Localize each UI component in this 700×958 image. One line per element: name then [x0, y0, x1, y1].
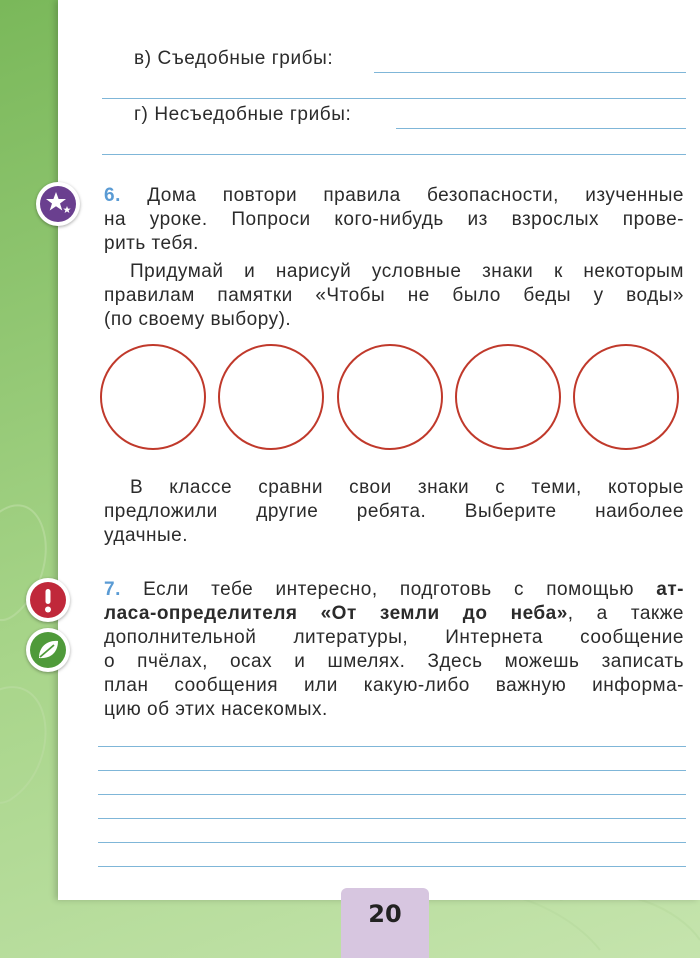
task-7-text: , а также — [567, 603, 684, 624]
item-g-answer-line-2[interactable] — [102, 154, 686, 155]
drawing-circle-4[interactable] — [455, 344, 561, 450]
task-7-line: дополнительной литературы, Интернета сообщение — [104, 627, 684, 648]
writing-line[interactable] — [98, 770, 686, 771]
task-6-paragraph-3 — [104, 476, 684, 548]
task-7-number: 7. — [104, 579, 121, 600]
task-6-line: рить тебя. — [104, 233, 199, 254]
drawing-circle-5[interactable] — [573, 344, 679, 450]
task-6-line: на уроке. Попроси кого-нибудь из взрослых прове- — [104, 209, 684, 230]
task-7-line: план сообщения или какую-либо важную информа- — [104, 675, 684, 696]
workbook-page — [58, 0, 700, 900]
exclamation-badge-icon — [26, 578, 70, 622]
task-6-line: правилам памятки «Чтобы не было беды у воды» — [104, 285, 684, 306]
writing-line[interactable] — [98, 842, 686, 843]
leaf-badge-icon — [26, 628, 70, 672]
task-6-line: (по своему выбору). — [104, 309, 292, 330]
writing-line[interactable] — [98, 866, 686, 867]
task-6-line: В классе сравни свои знаки с теми, которые — [130, 477, 684, 498]
item-g-label: г) Несъедобные грибы: — [134, 104, 352, 125]
writing-line[interactable] — [98, 746, 686, 747]
task-7-bold-text: ласа-определителя «От земли до неба» — [104, 603, 568, 624]
page-number-tab — [341, 888, 429, 958]
star-badge-icon — [36, 182, 80, 226]
task-6-line: удачные. — [104, 525, 188, 546]
task-6-number: 6. — [104, 185, 121, 206]
task-7-text: Если тебе интересно, подготовь с помощью — [143, 579, 657, 600]
item-v-answer-line[interactable] — [374, 72, 686, 73]
drawing-circle-2[interactable] — [218, 344, 324, 450]
writing-line[interactable] — [98, 794, 686, 795]
drawing-circle-3[interactable] — [337, 344, 443, 450]
task-6-paragraph-2 — [104, 260, 684, 332]
item-g-answer-line[interactable] — [396, 128, 686, 129]
task-6-line: Дома повтори правила безопасности, изученные — [147, 185, 684, 206]
page-number: 20 — [368, 900, 402, 928]
item-v-answer-line-2[interactable] — [102, 98, 686, 99]
writing-line[interactable] — [98, 818, 686, 819]
item-v-label: в) Съедобные грибы: — [134, 48, 334, 69]
task-6-line: Придумай и нарисуй условные знаки к некоторым — [130, 261, 684, 282]
drawing-circle-1[interactable] — [100, 344, 206, 450]
task-7-bold-text: ат- — [656, 579, 684, 600]
task-6-line: предложили другие ребята. Выберите наиболее — [104, 501, 684, 522]
task-7-line: цию об этих насекомых. — [104, 699, 328, 720]
task-7-paragraph — [104, 578, 684, 722]
task-6-paragraph-1 — [104, 184, 684, 256]
task-7-line: о пчёлах, осах и шмелях. Здесь можешь записать — [104, 651, 684, 672]
